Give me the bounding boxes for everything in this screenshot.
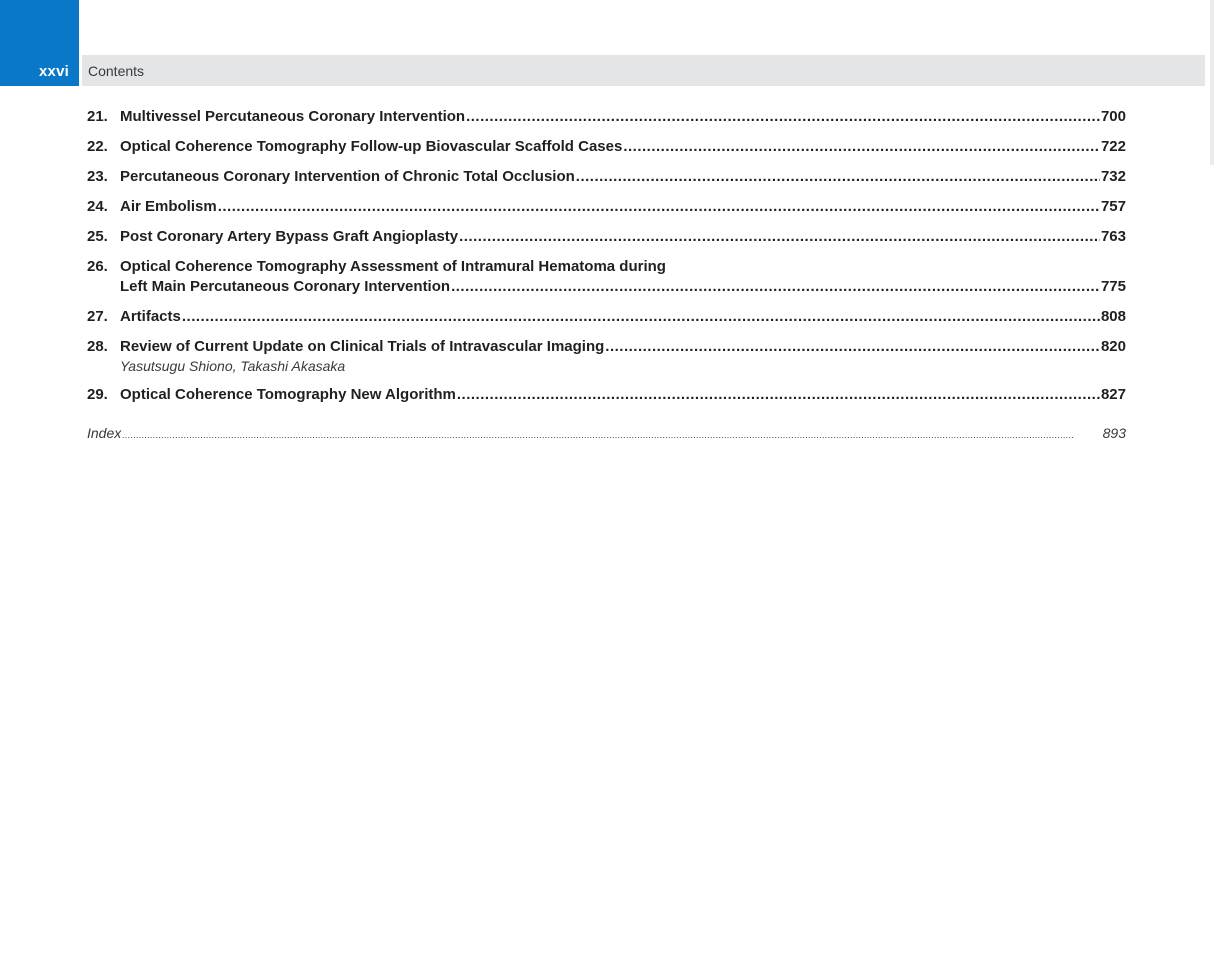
chapter-title: Post Coronary Artery Bypass Graft Angioplasty: [120, 228, 459, 245]
chapter-number: 22.: [87, 138, 108, 155]
dot-leader: [576, 167, 1100, 187]
toc-entry-index[interactable]: [87, 423, 1126, 445]
chapter-number: 21.: [87, 108, 108, 125]
chapter-title: Multivessel Percutaneous Coronary Intervention: [120, 108, 466, 125]
dot-leader: [457, 385, 1100, 405]
dot-leader: [122, 425, 1101, 445]
page-ref: 827: [1100, 386, 1126, 403]
toc-entry-25[interactable]: [87, 227, 1126, 247]
chapter-title: Percutaneous Coronary Intervention of Chronic Total Occlusion: [120, 168, 575, 185]
chapter-number: 26.: [87, 258, 108, 275]
chapter-title: Artifacts: [120, 308, 181, 325]
running-header-title: Contents: [88, 63, 145, 79]
page-ref: 732: [1100, 168, 1126, 185]
toc-entry-28[interactable]: [87, 337, 1126, 375]
dot-leader: [459, 227, 1100, 247]
chapter-title: Air Embolism: [120, 198, 217, 215]
page-ref: 775: [1100, 278, 1126, 295]
toc-entry-21[interactable]: [87, 107, 1126, 127]
toc-entry-29[interactable]: [87, 385, 1126, 405]
running-header: [82, 55, 1205, 86]
page-ref: 808: [1100, 308, 1126, 325]
dot-leader: [451, 277, 1100, 297]
index-title: Index: [87, 425, 122, 441]
page-number: xxvi: [39, 63, 69, 80]
chapter-title-line-1: Optical Coherence Tomography Assessment of Intramural Hematoma during: [120, 258, 666, 275]
chapter-number: 28.: [87, 338, 108, 355]
table-of-contents: [87, 107, 1126, 445]
chapter-number: 24.: [87, 198, 108, 215]
chapter-title: Optical Coherence Tomography Follow-up Biovascular Scaffold Cases: [120, 138, 623, 155]
toc-entry-23[interactable]: [87, 167, 1126, 187]
toc-entry-22[interactable]: [87, 137, 1126, 157]
chapter-number: 29.: [87, 386, 108, 403]
dot-leader: [466, 107, 1100, 127]
dot-leader: [182, 307, 1100, 327]
dot-leader: [218, 197, 1100, 217]
chapter-number: 27.: [87, 308, 108, 325]
page-ref: 820: [1100, 338, 1126, 355]
toc-entry-27[interactable]: [87, 307, 1126, 327]
chapter-number: 23.: [87, 168, 108, 185]
page-ref: 893: [1102, 425, 1126, 441]
page-ref: 700: [1100, 108, 1126, 125]
page-ref: 757: [1100, 198, 1126, 215]
chapter-number: 25.: [87, 228, 108, 245]
page-ref: 763: [1100, 228, 1126, 245]
chapter-authors: Yasutsugu Shiono, Takashi Akasaka: [120, 358, 346, 374]
chapter-title: Optical Coherence Tomography New Algorithm: [120, 386, 456, 403]
dot-leader: [623, 137, 1100, 157]
dot-leader: [605, 337, 1100, 357]
chapter-title: Review of Current Update on Clinical Trials of Intravascular Imaging: [120, 338, 605, 355]
chapter-title-line-2: Left Main Percutaneous Coronary Intervention: [120, 278, 451, 295]
page-ref: 722: [1100, 138, 1126, 155]
scrollbar[interactable]: [1210, 0, 1214, 165]
toc-entry-24[interactable]: [87, 197, 1126, 217]
toc-entry-26[interactable]: [87, 257, 1126, 297]
